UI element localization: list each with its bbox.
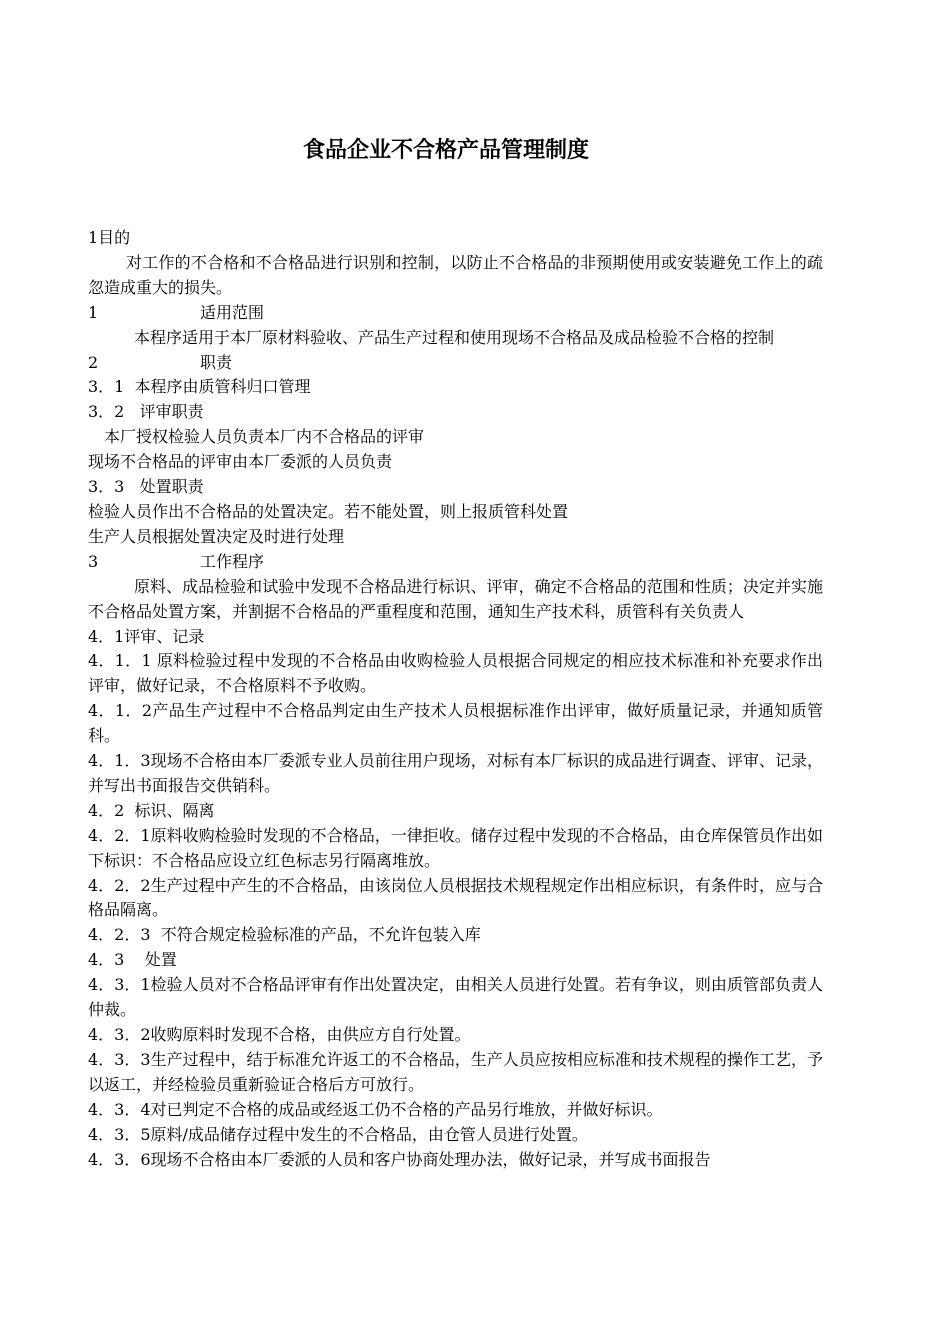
document-title: 食品企业不合格产品管理制度 bbox=[302, 138, 589, 163]
section-number: 2 bbox=[88, 352, 99, 372]
paragraph-procedure: 原料、成品检验和试验中发现不合格品进行标识、评审，确定不合格品的范围和性质；决定并实施不合格品处置方案，并割据不合格品的严重程度和范围，通知生产技术科，质管科有关负责人 bbox=[88, 576, 823, 621]
section-label: 职责 bbox=[200, 352, 233, 372]
section-label: 工作程序 bbox=[200, 551, 265, 571]
clause-4-1: 4．1评审、记录 bbox=[88, 626, 205, 646]
document-body bbox=[88, 226, 823, 1172]
clause-3-3: 3．3 处置职责 bbox=[88, 477, 204, 497]
clause-3-2-a: 本厂授权检验人员负责本厂内不合格品的评审 bbox=[104, 427, 425, 447]
section-heading-purpose: 1目的 bbox=[88, 228, 131, 247]
clause-4-2: 4．2 标识、隔离 bbox=[88, 800, 215, 820]
clause-4-3: 4．3 处置 bbox=[88, 950, 177, 970]
clause-4-3-2: 4．3．2收购原料时发现不合格，由供应方自行处置。 bbox=[88, 1025, 471, 1044]
clause-3-1: 3．1 本程序由质管科归口管理 bbox=[88, 377, 311, 397]
paragraph-scope: 本程序适用于本厂原材料验收、产品生产过程和使用现场不合格品及成品检验不合格的控制 bbox=[134, 327, 775, 347]
clause-3-3-b: 生产人员根据处置决定及时进行处理 bbox=[88, 526, 345, 546]
section-heading-scope bbox=[88, 301, 823, 326]
clause-4-2-2: 4．2．2生产过程中产生的不合格品，由该岗位人员根据技术规程规定作出相应标识，有条件时，应与合格品隔离。 bbox=[88, 875, 823, 920]
section-heading-procedure bbox=[88, 550, 823, 575]
clause-4-2-1: 4．2．1原料收购检验时发现的不合格品，一律拒收。储存过程中发现的不合格品，由仓库保管员作出如下标识：不合格品应设立红色标志另行隔离堆放。 bbox=[88, 825, 823, 870]
clause-4-3-4: 4．3．4对已判定不合格的成品或经返工仍不合格的产品另行堆放，并做好标识。 bbox=[88, 1099, 663, 1119]
section-label: 适用范围 bbox=[200, 302, 265, 322]
clause-3-2-b: 现场不合格品的评审由本厂委派的人员负责 bbox=[88, 452, 393, 472]
clause-4-3-6: 4．3．6现场不合格由本厂委派的人员和客户协商处理办法，做好记录，并写成书面报告 bbox=[88, 1149, 711, 1169]
clause-4-1-2: 4．1．2产品生产过程中不合格品判定由生产技术人员根据标准作出评审，做好质量记录，并通知质管科。 bbox=[88, 701, 823, 746]
clause-4-3-1: 4．3．1检验人员对不合格品评审有作出处置决定，由相关人员进行处置。若有争议，则由质管部负责人仲裁。 bbox=[88, 975, 823, 1020]
section-number: 1 bbox=[88, 302, 99, 322]
clause-4-3-3: 4．3．3生产过程中，结于标准允许返工的不合格品，生产人员应按相应标准和技术规程的操作工艺，予以返工，并经检验员重新验证合格后方可放行。 bbox=[88, 1049, 823, 1094]
clause-4-3-5: 4．3．5原料/成品储存过程中发生的不合格品，由仓管人员进行处置。 bbox=[88, 1124, 588, 1144]
clause-4-2-3: 4．2．3 不符合规定检验标准的产品，不允许包装入库 bbox=[88, 925, 481, 945]
paragraph-purpose: 对工作的不合格和不合格品进行识别和控制，以防止不合格品的非预期使用或安装避免工作上的疏忽造成重大的损失。 bbox=[88, 252, 823, 297]
clause-3-3-a: 检验人员作出不合格品的处置决定。若不能处置，则上报质管科处置 bbox=[88, 501, 569, 521]
section-heading-responsibility bbox=[88, 351, 823, 376]
section-number: 3 bbox=[88, 551, 99, 571]
clause-4-1-1: 4．1．1 原料检验过程中发现的不合格品由收购检验人员根据合同规定的相应技术标准和补充要求作出评审，做好记录，不合格原料不予收购。 bbox=[88, 651, 823, 696]
clause-4-1-3: 4．1．3现场不合格由本厂委派专业人员前往用户现场，对标有本厂标识的成品进行调查、评审、记录，并写出书面报告交供销科。 bbox=[88, 751, 823, 795]
clause-3-2: 3．2 评审职责 bbox=[88, 402, 204, 422]
